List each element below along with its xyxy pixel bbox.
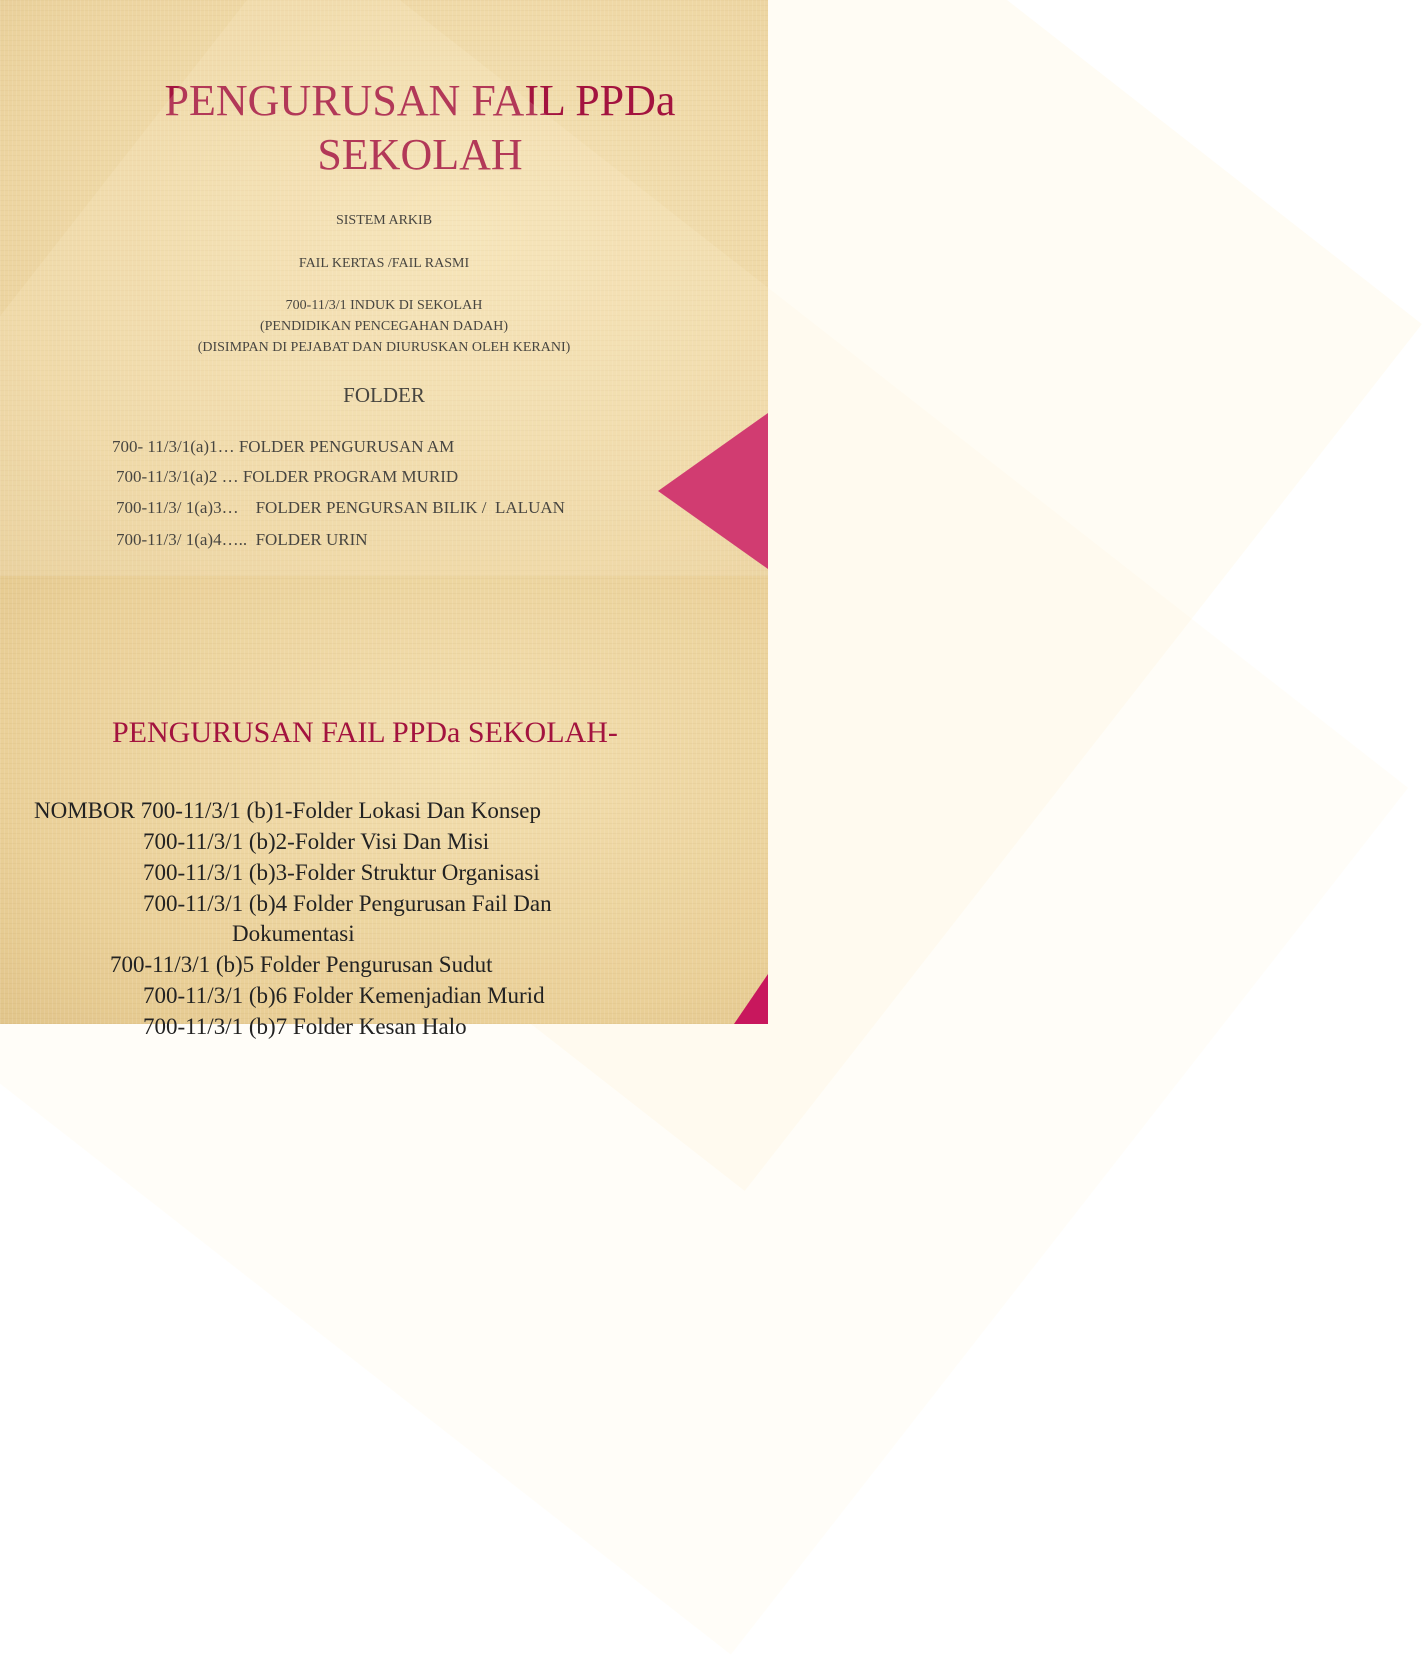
- slide-title-line2: SEKOLAH: [317, 130, 523, 179]
- list-item-b5: 700-11/3/1 (b)5 Folder Pengurusan Sudut: [110, 952, 493, 977]
- list-item-b2: 700-11/3/1 (b)2-Folder Visi Dan Misi: [143, 829, 490, 854]
- slide-2: [0, 576, 768, 1039]
- list-item-b4-continued: Dokumentasi: [232, 921, 355, 946]
- list-item-b6: 700-11/3/1 (b)6 Folder Kemenjadian Murid: [143, 983, 545, 1008]
- slide-1: [0, 0, 768, 576]
- subtitle-fail-kertas: FAIL KERTAS /FAIL RASMI: [298, 256, 470, 271]
- folder-item-a3: 700-11/3/ 1(a)3… FOLDER PENGURSAN BILIK / LALUAN: [116, 498, 565, 517]
- subtitle-sistem-arkib: SISTEM ARKIB: [335, 213, 433, 228]
- accent-triangle: [658, 413, 768, 569]
- list-item-b3: 700-11/3/1 (b)3-Folder Struktur Organisasi: [143, 860, 540, 885]
- induk-line-2: (PENDIDIKAN PENCEGAHAN DADAH): [259, 319, 509, 334]
- folder-item-a4: 700-11/3/ 1(a)4….. FOLDER URIN: [116, 530, 368, 549]
- folder-item-a1: 700- 11/3/1(a)1… FOLDER PENGURUSAN AM: [112, 437, 455, 456]
- slide-title: PENGURUSAN FAIL PPDa SEKOLAH-: [112, 716, 618, 749]
- induk-line-3: (DISIMPAN DI PEJABAT DAN DIURUSKAN OLEH KERANI): [197, 340, 571, 355]
- accent-triangle: [734, 974, 768, 1024]
- slide-title: [70, 74, 770, 182]
- folder-heading: FOLDER: [343, 383, 425, 407]
- folder-item-a2: 700-11/3/1(a)2 … FOLDER PROGRAM MURID: [116, 467, 459, 486]
- induk-line-1: 700-11/3/1 INDUK DI SEKOLAH: [285, 298, 483, 313]
- slide-title-line1: PENGURUSAN FAIL PPDa: [164, 76, 676, 125]
- list-item-b1: NOMBOR 700-11/3/1 (b)1-Folder Lokasi Dan Konsep: [34, 798, 542, 823]
- list-item-b7: 700-11/3/1 (b)7 Folder Kesan Halo: [143, 1014, 467, 1039]
- list-item-b4: 700-11/3/1 (b)4 Folder Pengurusan Fail Dan: [143, 891, 552, 916]
